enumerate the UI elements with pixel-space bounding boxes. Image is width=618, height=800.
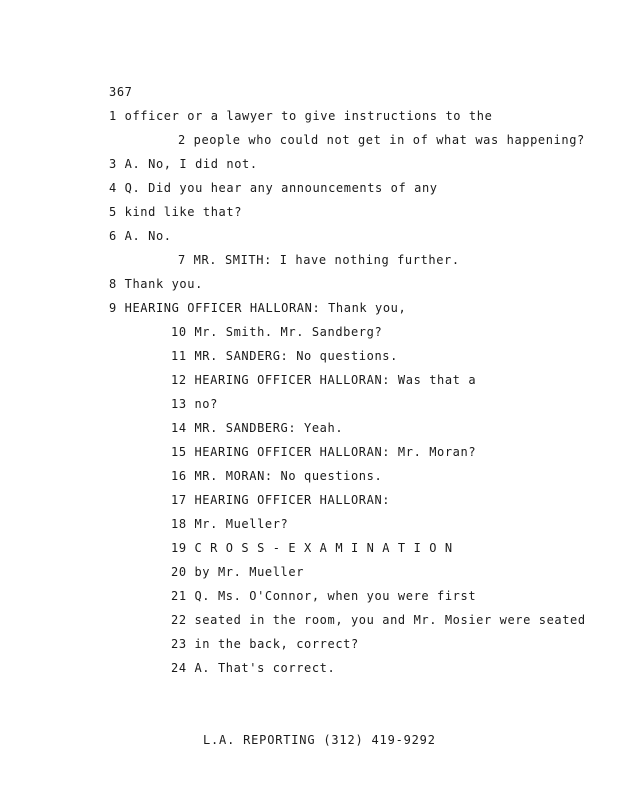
transcript-line-16: 16 MR. MORAN: No questions. (171, 469, 383, 483)
transcript-line-17: 17 HEARING OFFICER HALLORAN: (171, 493, 391, 507)
transcript-line-3: 3 A. No, I did not. (109, 157, 258, 171)
transcript-line-7: 7 MR. SMITH: I have nothing further. (178, 253, 460, 267)
transcript-line-23: 23 in the back, correct? (171, 637, 359, 651)
transcript-line-6: 6 A. No. (109, 229, 172, 243)
transcript-line-10: 10 Mr. Smith. Mr. Sandberg? (171, 325, 383, 339)
transcript-line-11: 11 MR. SANDERG: No questions. (171, 349, 398, 363)
transcript-line-24: 24 A. That's correct. (171, 661, 336, 675)
transcript-line-22: 22 seated in the room, you and Mr. Mosier were seated (171, 613, 586, 627)
page-number: 367 (109, 85, 133, 99)
transcript-line-19: 19 C R O S S - E X A M I N A T I O N (171, 541, 453, 555)
transcript-line-13: 13 no? (171, 397, 218, 411)
reporter-footer: L.A. REPORTING (312) 419-9292 (203, 733, 436, 747)
transcript-line-4: 4 Q. Did you hear any announcements of any (109, 181, 438, 195)
transcript-line-1: 1 officer or a lawyer to give instructions to the (109, 109, 493, 123)
transcript-line-9: 9 HEARING OFFICER HALLORAN: Thank you, (109, 301, 407, 315)
transcript-line-14: 14 MR. SANDBERG: Yeah. (171, 421, 344, 435)
transcript-line-15: 15 HEARING OFFICER HALLORAN: Mr. Moran? (171, 445, 477, 459)
transcript-line-21: 21 Q. Ms. O'Connor, when you were first (171, 589, 477, 603)
transcript-line-2: 2 people who could not get in of what was happening? (178, 133, 585, 147)
transcript-line-20: 20 by Mr. Mueller (171, 565, 305, 579)
transcript-line-8: 8 Thank you. (109, 277, 203, 291)
transcript-line-12: 12 HEARING OFFICER HALLORAN: Was that a (171, 373, 477, 387)
transcript-line-18: 18 Mr. Mueller? (171, 517, 289, 531)
transcript-line-5: 5 kind like that? (109, 205, 243, 219)
